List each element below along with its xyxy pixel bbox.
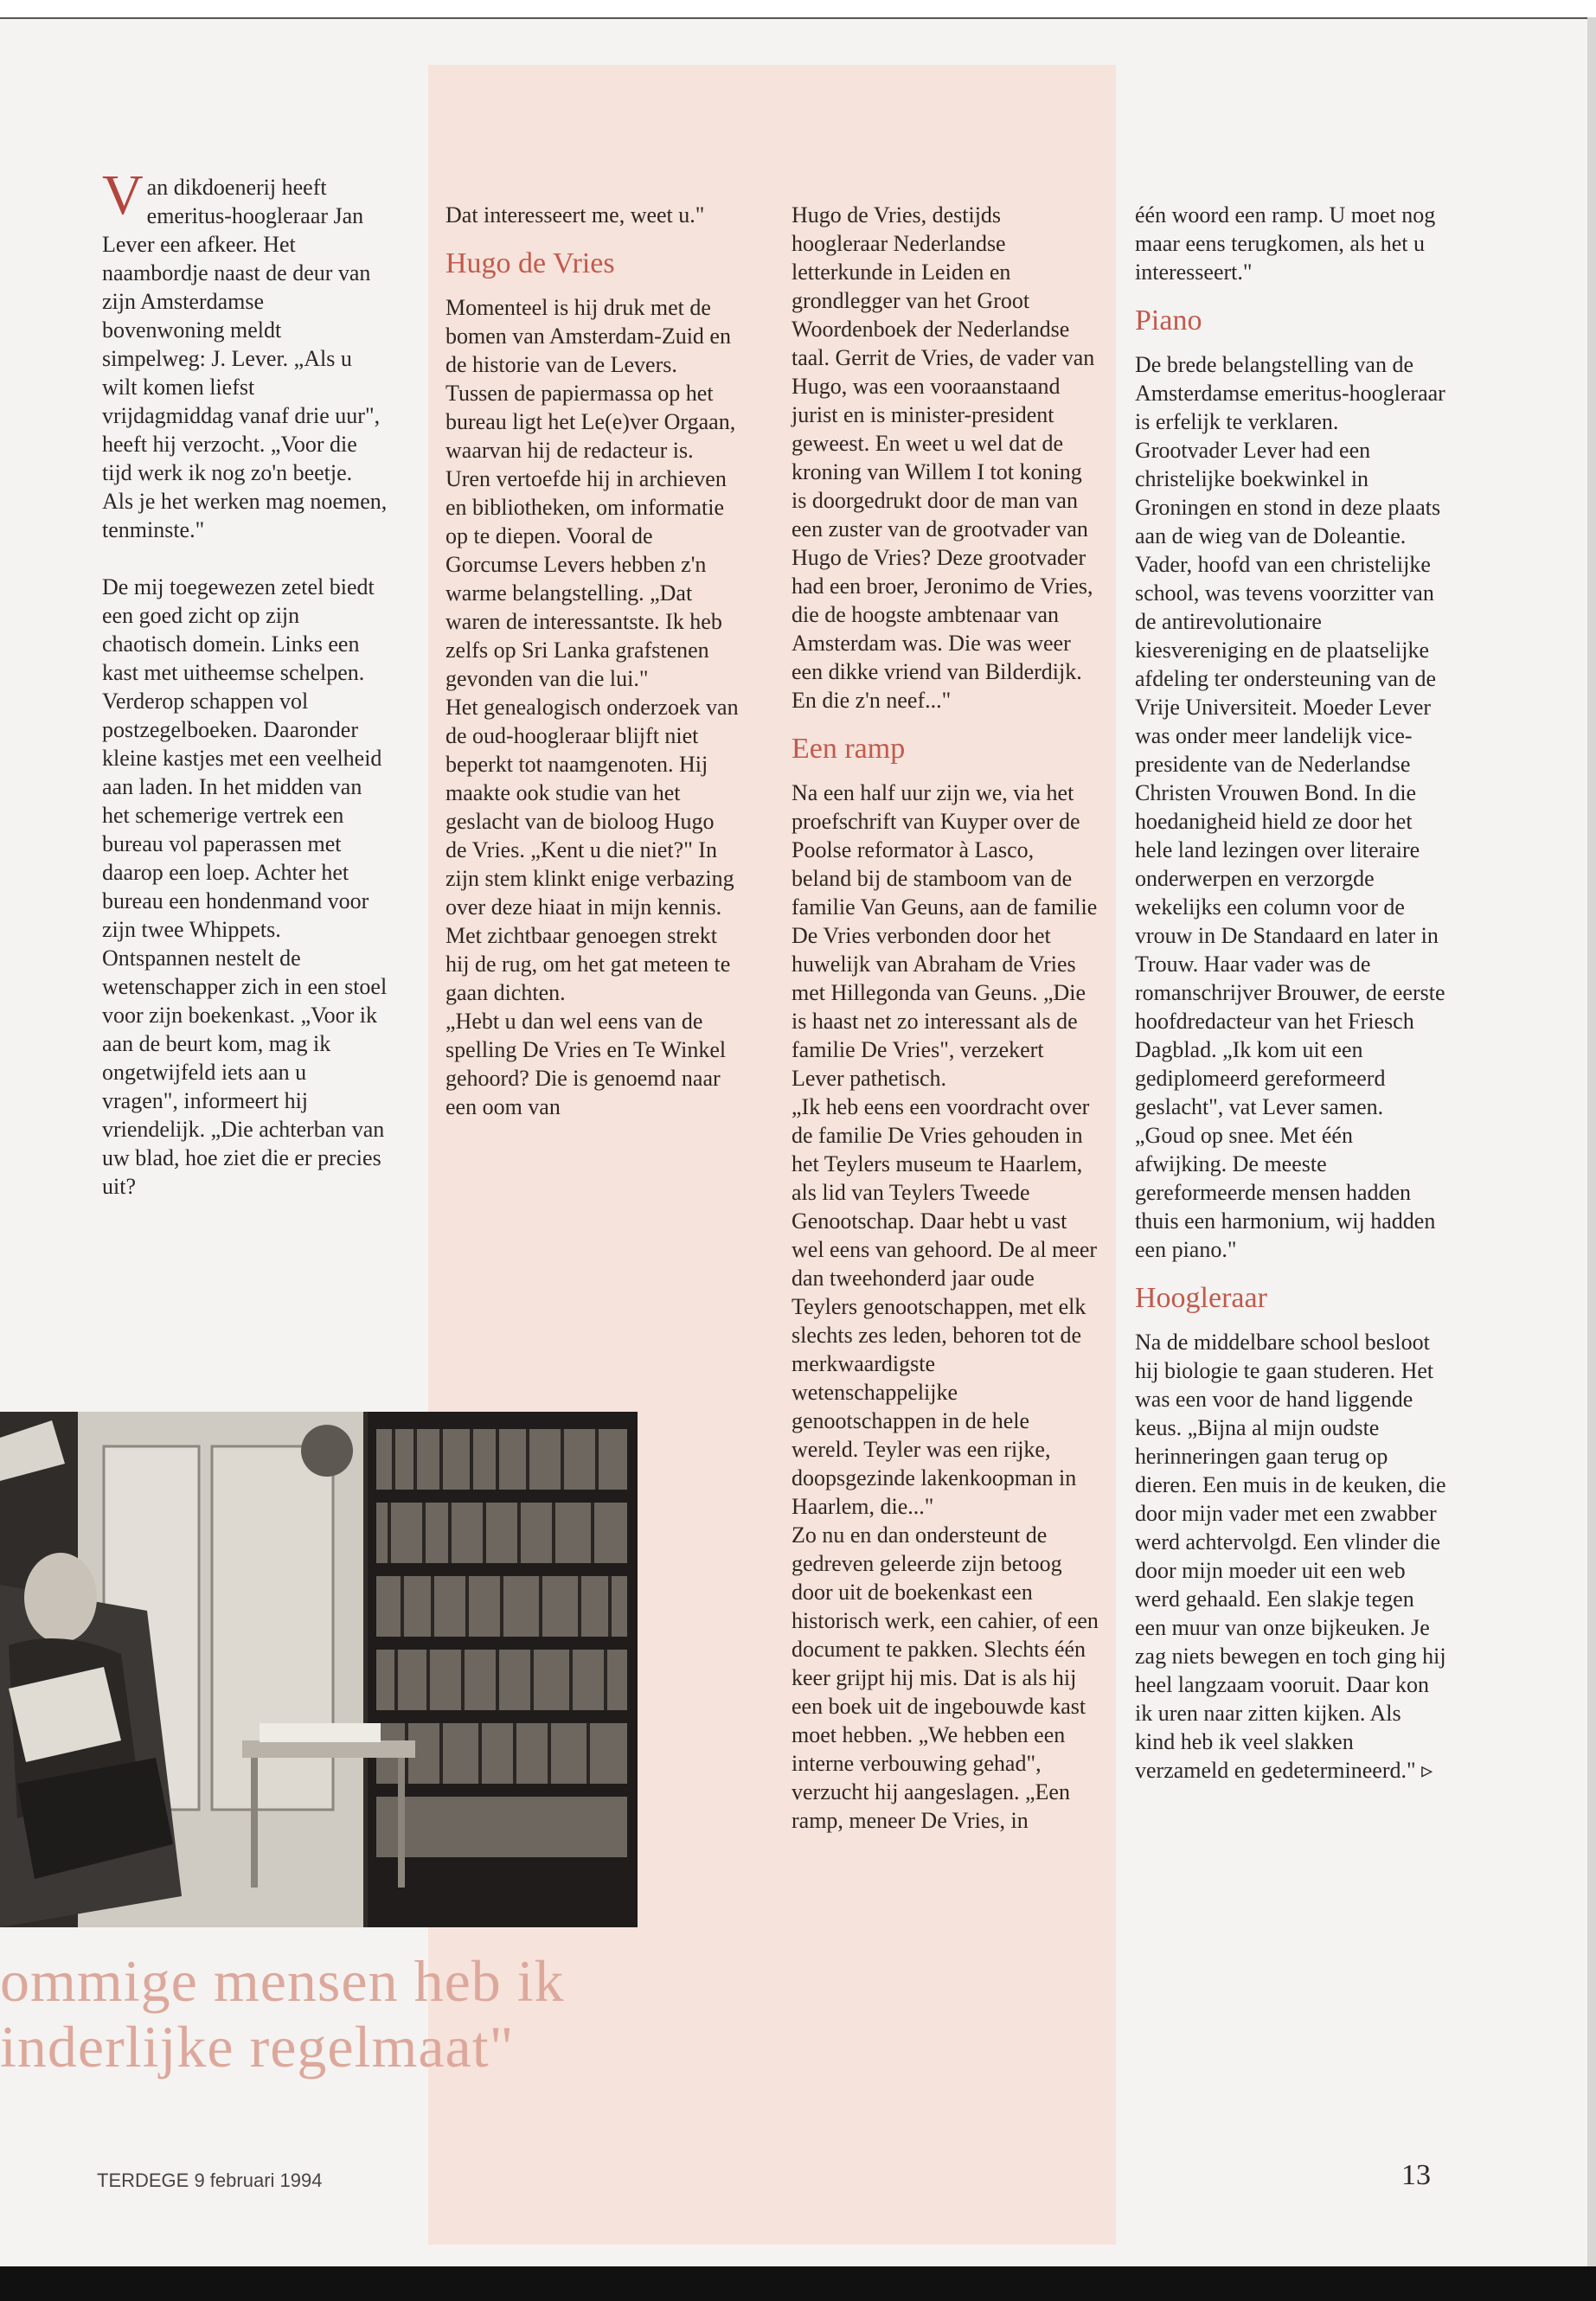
top-border bbox=[0, 0, 1596, 19]
paragraph: De brede belangstelling van de Amsterdamse emeritus-hoogleraar is erfelijk te verklaren. Grootvader Lever had een christelijke boekwinkel in Groningen en stond in deze plaats aan de wieg van de Doleantie. Vader, hoofd van een christelijke school, was tevens voorzitter van de antirevolutionaire kiesvereniging en de plaatselijke afdeling ter ondersteuning van de Vrije Universiteit. Moeder Lever was onder meer landelijk vice-presidente van de Nederlandse Christen Vrouwen Bond. In die hoedanigheid hield ze door het hele land lezingen over literaire onderwerpen en verzorgde wekelijks een column voor de vrouw in De Standaard en later in Trouw. Haar vader was de romanschrijver Brouwer, de eerste hoofdredacteur van het Friesch Dagblad. „Ik kom uit een gediplomeerd gereformeerd geslacht", vat Lever samen. „Goud op snee. Met één afwijking. De meeste gereformeerde mensen hadden thuis een harmonium, wij hadden een piano." bbox=[1135, 352, 1445, 1262]
paragraph: Na de middelbare school besloot hij biologie te gaan studeren. Het was een voor de hand liggende keus. „Bijna al mijn oudste herinneringen gaan terug op dieren. Een muis in de keuken, die door mijn vader met een zwabber werd achtervolgd. Een vlinder die door mijn moeder uit een web werd gehaald. Een slakje tegen een muur van onze bijkeuken. Je zag niets bewegen en toch ging hij heel langzaam vooruit. Daar kon ik uren naar zitten kijken. Als kind heb ik veel slakken verzameld en gedetermineerd." ▹ bbox=[1135, 1330, 1446, 1783]
pull-quote bbox=[0, 1948, 692, 2080]
paragraph: „Hebt u dan wel eens van de spelling De Vries en Te Winkel gehoord? Die is genoemd naar een oom van bbox=[445, 1009, 727, 1119]
paragraph: an dikdoenerij heeft emeritus-hoogleraar Jan Lever een afkeer. Het naambordje naast de deur van zijn Amsterdamse bovenwoning meldt simpelweg: J. Lever. „Als u wilt komen liefst vrijdagmiddag vanaf drie uur", heeft hij verzocht. „Voor die tijd werk ik nog zo'n beetje. Als je het werken mag noemen, tenminste." bbox=[102, 175, 388, 542]
paragraph: Het genealogisch onderzoek van de oud-hoogleraar blijft niet beperkt tot naamgenoten. Hij maakte ook studie van het geslacht van de bioloog Hugo de Vries. „Kent u die niet?" In zijn stem klinkt enige verbazing over deze hiaat in mijn kennis. Met zichtbaar genoegen strekt hij de rug, om het gat meteen te gaan dichten. bbox=[445, 695, 739, 1005]
paragraph: één woord een ramp. U moet nog maar eens terugkomen, als het u interesseert." bbox=[1135, 202, 1436, 285]
photo-professor-reading bbox=[0, 1412, 638, 1927]
section-heading-piano: Piano bbox=[1135, 304, 1202, 336]
bottom-border bbox=[0, 2266, 1596, 2301]
article-column-1 bbox=[102, 163, 388, 1201]
section-heading-een-ramp: Een ramp bbox=[792, 733, 906, 765]
paragraph: Zo nu en dan ondersteunt de gedreven geleerde zijn betoog door uit de boekenkast een historisch werk, een cahier, of een document te pakken. Slechts één keer grijpt hij mis. Dat is als hij een boek uit de ingebouwde kast moet hebben. „We hebben een interne verbouwing gehad", verzucht hij aangeslagen. „Een ramp, meneer De Vries, in bbox=[792, 1522, 1099, 1833]
paragraph: Ontspannen nestelt de wetenschapper zich in een stoel voor zijn boekenkast. „Voor ik aan de beurt kom, mag ik ongetwijfeld iets aan u vragen", informeert hij vriendelijk. „Die achterban van uw blad, hoe ziet die er precies uit? bbox=[102, 945, 388, 1199]
paragraph: Hugo de Vries, destijds hoogleraar Nederlandse letterkunde in Leiden en grondlegger van het Groot Woordenboek der Nederlandse taal. Gerrit de Vries, de vader van Hugo, was een vooraanstaand jurist en is minister-president geweest. En weet u wel dat de kroning van Willem I tot koning is doorgedrukt door de man van een zuster van de grootvader van Hugo de Vries? Deze grootvader had een broer, Jeronimo de Vries, die de hoogste ambtenaar van Amsterdam was. Die was weer een dikke vriend van Bilderdijk. En die z'n neef..." bbox=[792, 202, 1095, 713]
section-heading-hugo-de-vries: Hugo de Vries bbox=[445, 247, 615, 279]
paragraph: De mij toegewezen zetel biedt een goed zicht op zijn chaotisch domein. Links een kast met uitheemse schelpen. Verderop schappen vol postzegelboeken. Daaronder kleine kastjes met een veelheid aan laden. In het midden van het schemerige vertrek een bureau vol paperassen met daarop een loep. Achter het bureau een hondenmand voor zijn twee Whippets. bbox=[102, 574, 382, 942]
paragraph: Na een half uur zijn we, via het proefschrift van Kuyper over de Poolse reformator à Lasco, beland bij de stamboom van de familie Van Geuns, aan de familie De Vries verbonden door het huwelijk van Abraham de Vries met Hillegonda van Geuns. „Die is haast net zo interessant als de familie De Vries", verzekert Lever pathetisch. bbox=[792, 780, 1098, 1091]
pull-quote-line-2: inderlijke regelmaat" bbox=[0, 2014, 515, 2080]
article-column-4 bbox=[1135, 201, 1446, 1785]
publication-footer: TERDEGE 9 februari 1994 bbox=[97, 2170, 323, 2191]
paragraph: Momenteel is hij druk met de bomen van Amsterdam-Zuid en de historie van de Levers. Tussen de papiermassa op het bureau ligt het Le(e)ver Orgaan, waarvan hij de redacteur is. Uren vertoefde hij in archieven en bibliotheken, om informatie op te diepen. Vooral de Gorcumse Levers hebben z'n warme belangstelling. „Dat waren de interessantste. Ik heb zelfs op Sri Lanka grafstenen gevonden van die lui." bbox=[445, 295, 736, 691]
drop-cap: V bbox=[102, 163, 144, 227]
paragraph: „Ik heb eens een voordracht over de familie De Vries gehouden in het Teylers museum te Haarlem, als lid van Teylers Tweede Genootschap. Daar hebt u vast wel eens van gehoord. De al meer dan tweehonderd jaar oude Teylers genootschappen, met elk slechts zes leden, behoren tot de merkwaardigste wetenschappelijke genootschappen in de hele wereld. Teyler was een rijke, doopsgezinde lakenkoopman in Haarlem, die..." bbox=[792, 1094, 1098, 1519]
article-column-3 bbox=[792, 201, 1099, 1835]
page-number: 13 bbox=[1401, 2159, 1431, 2191]
pull-quote-line-1: ommige mensen heb ik bbox=[0, 1948, 565, 2014]
page-edge bbox=[1587, 17, 1596, 2266]
article-column-2 bbox=[445, 201, 740, 1121]
paragraph: Dat interesseert me, weet u." bbox=[445, 202, 705, 228]
section-heading-hoogleraar: Hoogleraar bbox=[1135, 1282, 1267, 1314]
